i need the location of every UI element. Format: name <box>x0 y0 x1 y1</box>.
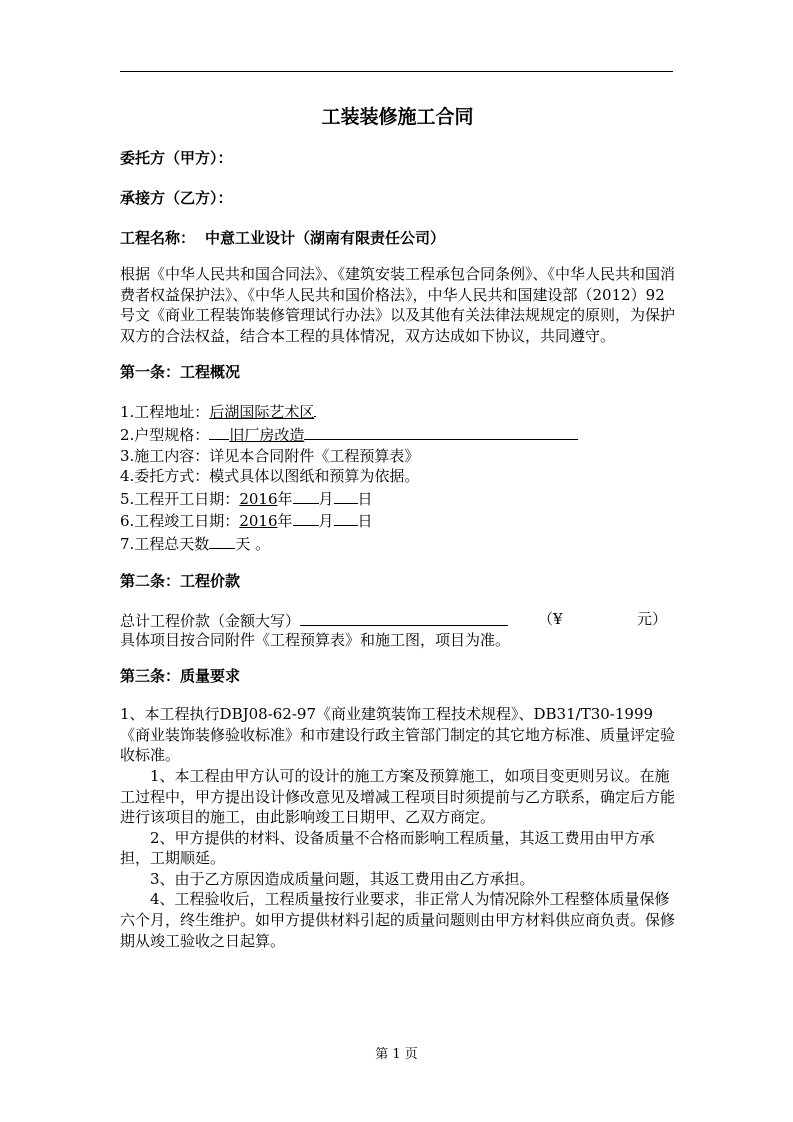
quality-item: 1、本工程由甲方认可的设计的施工方案及预算施工，如项目变更则另议。在施工过程中，甲方提出设计修改意见及增减工程项目时须提前与乙方联系，确定后方能进行该项目的施工，由此影响竣工日期甲、乙双方商定。 <box>120 766 676 827</box>
article2-heading: 第二条：工程价款 <box>120 571 241 590</box>
type-value: 旧厂房改造 <box>229 425 305 444</box>
page-title: 工装装修施工合同 <box>321 106 474 128</box>
intro-paragraph: 根据《中华人民共和国合同法》、《建筑安装工程承包合同条例》、《中华人民共和国消费者权益保护法》、《中华人民共和国价格法》，中华人民共和国建设部（2012）92号文《商业工程装饰装修管理试行办法》以及其他有关法律法规规定的原则，为保护双方的合法权益，结合本工程的具体情况，双方达成如下协议，共同遵守。 <box>120 265 676 345</box>
article1-heading: 第一条：工程概况 <box>120 363 241 382</box>
content-line: 3.施工内容：详见本合同附件《工程预算表》 <box>120 446 420 465</box>
party-a-line: 委托方（甲方）： <box>120 149 233 167</box>
total-price-line: 总计工程价款（金额大写） （¥ 元） <box>120 609 667 630</box>
type-line: 2.户型规格： 旧厂房改造 <box>120 423 675 446</box>
quality-item: 2、甲方提供的材料、设备质量不合格而影响工程质量，其返工费用由甲方承担，工期顺延。 <box>120 828 655 868</box>
method-line: 4.委托方式：模式具体以图纸和预算为依据。 <box>120 467 420 486</box>
start-date-line: 5.工程开工日期：2016年 月 日 <box>120 487 675 510</box>
project-value: 中意工业设计（湖南有限责任公司） <box>205 229 446 247</box>
article3-heading: 第三条：质量要求 <box>120 667 241 686</box>
quality-item: 4、工程验收后，工程质量按行业要求，非正常人为情况除外工程整体质量保修六个月，终生维护。如甲方提供材料引起的质量问题则由甲方材料供应商负责。保修期从竣工验收之日起算。 <box>120 890 676 950</box>
document-body <box>120 100 675 951</box>
party-b-line: 承接方（乙方）： <box>120 189 233 207</box>
address-line: 1.工程地址：后湖国际艺术区 <box>120 400 675 423</box>
price-detail-line: 具体项目按合同附件《工程预算表》和施工图，项目为准。 <box>120 630 511 649</box>
address-value: 后湖国际艺术区 <box>209 403 315 422</box>
end-date-line: 6.工程竣工日期：2016年 月 日 <box>120 509 675 532</box>
quality-item: 3、由于乙方原因造成质量问题，其返工费用由乙方承担。 <box>150 869 535 888</box>
page-number: 第 1 页 <box>375 1047 418 1062</box>
quality-item: 1、本工程执行DBJ08-62-97《商业建筑装饰工程技术规程》、DB31/T30-1999《商业装饰装修验收标准》和市建设行政主管部门制定的其它地方标准、质量评定验收标准。 <box>120 705 676 765</box>
project-label: 工程名称： <box>120 229 196 247</box>
project-name-line <box>120 228 675 248</box>
header-rule <box>120 71 673 72</box>
total-days-line: 7.工程总天数 天 。 <box>120 532 675 555</box>
